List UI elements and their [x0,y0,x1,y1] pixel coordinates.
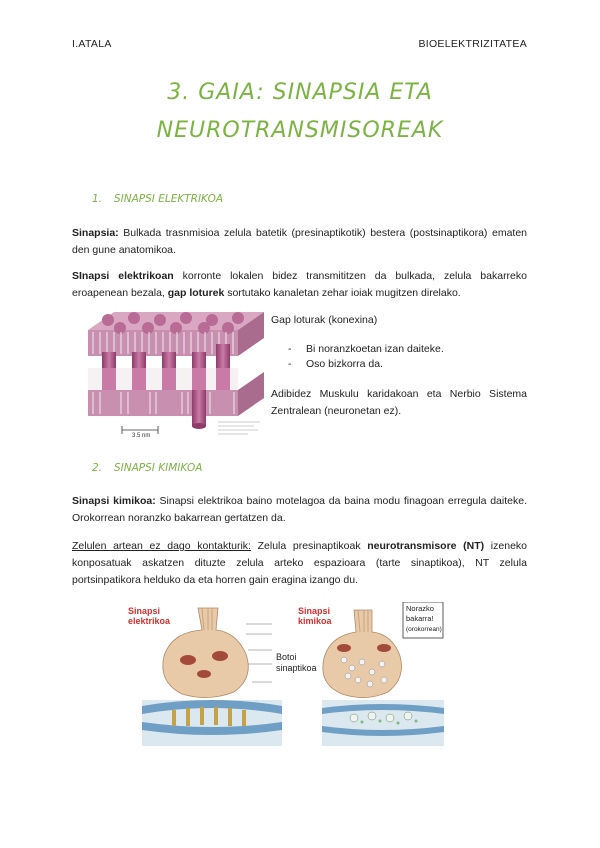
electrical-synapse-panel [142,608,282,746]
synapse-comparison-illustration [122,602,444,750]
gap-junction-example: Adibidez Muskulu karidakoan eta Nerbio Sistema Zentralean (neuronetan ez). [271,388,527,417]
underlined-phrase: Zelulen artean ez dago kontakturik: [72,540,251,552]
paragraph-synapse-definition [72,225,527,259]
bullet-text: Oso bizkorra da. [306,358,384,370]
term-sinapsi-elektrikoa: SInapsi elektrikoan [72,270,174,282]
section-heading-2 [92,462,202,474]
gap-junction-illustration [88,308,264,442]
synaptic-button-label-line1: Botoi [276,652,297,662]
section-number: 2. [92,462,103,474]
bullet-item: - Bi noranzkoetan izan daiteke. [288,343,444,355]
synaptic-button-label-line2: sinaptikoa [276,663,317,673]
bullet-item: - Oso bizkorra da. [288,358,384,370]
gap-junction-heading: Gap loturak (konexina) [271,314,378,326]
paragraph-chemical-synapse [72,493,527,527]
body-text: izeneko konposatuak askatzen dituzte zelula arteko espazioara (tarte sinaptikoa), NT zelula portsinpatikora helduko da eta horren gain eragina izango du. [72,540,527,586]
section-number: 1. [92,193,103,205]
header-right: BIOELEKTRIZITATEA [418,38,527,50]
page-title-line1: 3. GAIA: SINAPSIA ETA [167,80,433,105]
term-neurotransmisore: neurotransmisore (NT) [367,540,485,552]
electrical-synapse-label-line2: elektrikoa [128,616,171,626]
term-sinapsia: Sinapsia: [72,227,119,239]
direction-note-line1: Norazko [406,604,434,613]
direction-note-line3: (orokorrean) [406,626,442,633]
section-label: SINAPSI ELEKTRIKOA [114,193,224,205]
paragraph-no-contact [72,538,527,589]
paragraph-electrical-synapse [72,268,527,302]
section-heading-1 [92,193,223,205]
body-text: Zelula presinaptikoak [250,540,368,552]
body-text: korronte lokalen bidez transmititzen da bulkada, zelula bakarreko eroapenean bezala, [72,270,527,299]
term-sinapsi-kimikoa: Sinapsi kimikoa: [72,495,156,507]
chemical-synapse-label-line2: kimikoa [298,616,332,626]
chemical-synapse-label-line1: Sinapsi [298,606,331,616]
body-text: Sinapsi elektrikoa baino motelagoa da baina modu finagoan erregula daiteke. Orokorrean noranzko bakarrean gertatzen da. [72,495,527,524]
definition-text: Bulkada trasnmisioa zelula batetik (presinaptikotik) bestera (postsinaptikora) ematen den gune anatomikoa. [72,227,527,256]
bullet-text: Bi noranzkoetan izan daiteke. [306,343,444,355]
scale-label: 3.5 nm [132,433,151,439]
page-title-line2: NEUROTRANSMISOREAK [156,118,444,143]
body-text: sortutako kanaletan zehar ioiak mugitzen direlako. [224,287,461,299]
electrical-synapse-label-line1: Sinapsi [128,606,161,616]
section-label: SINAPSI KIMIKOA [114,462,203,474]
header-left: I.ATALA [72,38,112,50]
direction-note-line2: bakarra! [406,614,434,623]
term-gap-loturak: gap loturek [167,287,225,299]
